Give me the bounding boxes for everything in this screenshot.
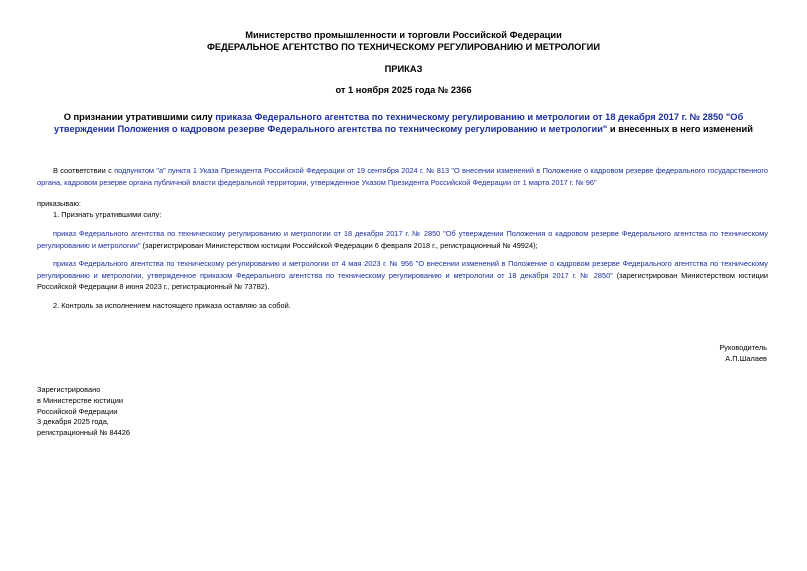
agency-name: ФЕДЕРАЛЬНОЕ АГЕНТСТВО ПО ТЕХНИЧЕСКОМУ РЕГУЛИРОВАНИЮ И МЕТРОЛОГИИ: [206, 42, 601, 52]
signatory-name: А.П.Шалаев: [725, 354, 767, 363]
signature-block: [719, 342, 767, 364]
title-prefix: О признании утратившими силу: [63, 112, 216, 122]
sub-item-2-rest: (зарегистрирован Министерством юстиции Российской Федерации 8 июня 2023 г., регистрационный № 73782).: [37, 270, 768, 291]
registration-line-3: Российской Федерации: [37, 406, 118, 416]
preamble-decree-link[interactable]: подпунктом "а" пункта 1 Указа Президента Российской Федерации от 19 сентября 2024 г. № 813 "О внесении изменений в Положение о кадровом резерве федерального государственного органа, кадровом резерве органа публичной власти федеральной территории, утвержденное Указом Президента Российской Федерации от 1 марта 2017 г. № 96": [37, 166, 769, 187]
title-suffix: и внесенных в него изменений: [607, 124, 753, 134]
registration-line-1: Зарегистрировано: [37, 385, 101, 394]
sub-item-1-rest: (зарегистрирован Министерством юстиции Российской Федерации 6 февраля 2018 г., регистрационный № 49924);: [140, 240, 538, 250]
registration-number: регистрационный № 84426: [37, 428, 131, 438]
preamble-prefix: В соответствии с: [53, 166, 115, 175]
preamble-paragraph: [37, 165, 768, 188]
sub-item-1: [37, 228, 768, 251]
document-date-number: от 1 ноября 2025 года № 2366: [335, 85, 472, 95]
document-title: [40, 111, 767, 135]
document-type: ПРИКАЗ: [384, 64, 423, 74]
registration-line-2: в Министерстве юстиции: [37, 395, 124, 405]
title-order-link[interactable]: приказа Федерального агентства по техническому регулированию и метрологии от 18 декабря 2017 г. № 2850 "Об утверждении Положения о кадровом резерве Федерального агентства по техническому регулированию и метрологии": [54, 112, 744, 134]
sub-item-2-link[interactable]: приказ Федерального агентства по техническому регулированию и метрологии от 4 мая 2023 г. № 956 "О внесении изменений в Положение о кадровом резерве Федерального агентства по техническому регулированию и метрологии, утвержденное приказом Федерального агентства по техническому регулированию и метрологии от 18 декабря 2017 г. № 2850": [37, 259, 768, 280]
sub-item-1-link[interactable]: приказ Федерального агентства по техническому регулированию и метрологии от 18 декабря 2017 г. № 2850 "Об утверждении Положения о кадровом резерве Федерального агентства по техническому регулированию и метрологии": [37, 229, 768, 250]
order-word: приказываю:: [37, 199, 81, 208]
ministry-name: Министерство промышленности и торговли Российской Федерации: [245, 30, 562, 40]
sub-item-2: [37, 258, 768, 293]
signatory-position: Руководитель: [719, 343, 767, 352]
registration-date: 3 декабря 2025 года,: [37, 417, 109, 427]
item-2: 2. Контроль за исполнением настоящего приказа оставляю за собой.: [53, 301, 291, 310]
registration-block: [37, 385, 130, 439]
item-1: 1. Признать утратившими силу:: [53, 210, 162, 219]
